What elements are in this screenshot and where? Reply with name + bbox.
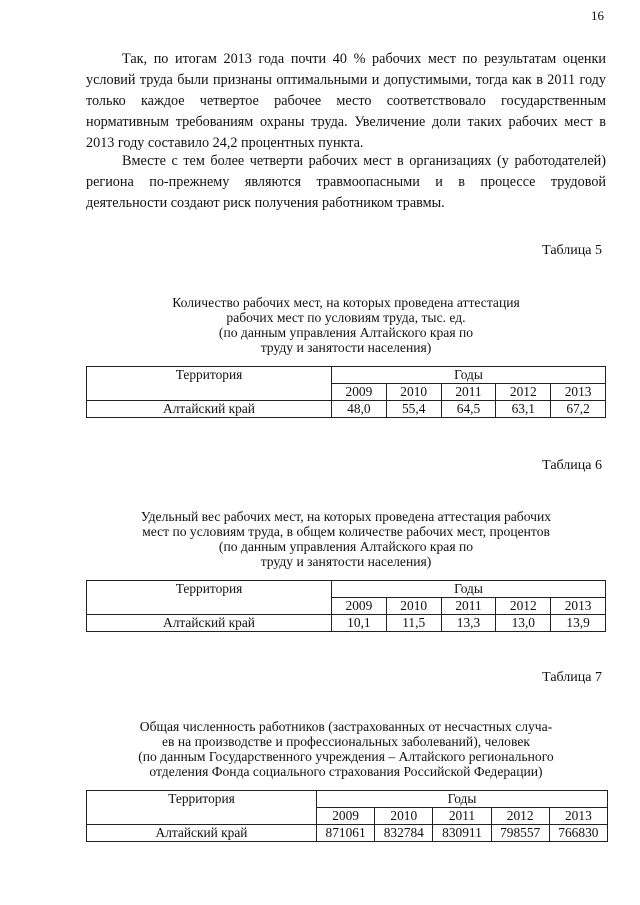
table-6-caption <box>86 509 606 569</box>
caption-line: труду и занятости населения) <box>260 340 432 355</box>
year-cell: 2009 <box>317 808 375 825</box>
paragraph-2: Вместе с тем более четверти рабочих мест в организациях (у работодателей) региона по-прежнему являются травмоопасными и в процессе трудовой деятельности создают риск получения работником травмы. <box>86 153 606 211</box>
caption-line: Общая численность работников (застрахованных от несчастных случа- <box>139 719 553 734</box>
year-cell: 2011 <box>433 808 491 825</box>
value-cell: 766830 <box>549 825 607 842</box>
page-number: 16 <box>591 8 604 23</box>
value-cell: 64,5 <box>441 401 496 418</box>
value-cell: 48,0 <box>332 401 387 418</box>
table-row <box>87 401 606 418</box>
territory-header: Территория <box>87 367 332 401</box>
table-6-label: Таблица 6 <box>542 458 602 473</box>
year-cell: 2009 <box>332 598 387 615</box>
year-cell: 2013 <box>551 598 606 615</box>
year-cell: 2012 <box>496 598 551 615</box>
caption-line: ев на производстве и профессиональных заболеваний), человек <box>162 734 530 749</box>
years-header: Годы <box>332 581 606 598</box>
year-cell: 2010 <box>386 384 441 401</box>
value-cell: 13,0 <box>496 615 551 632</box>
value-cell: 830911 <box>433 825 491 842</box>
year-cell: 2012 <box>491 808 549 825</box>
caption-line: (по данным управления Алтайского края по <box>218 539 474 554</box>
value-cell: 55,4 <box>386 401 441 418</box>
territory-header: Территория <box>87 791 317 825</box>
year-cell: 2013 <box>551 384 606 401</box>
table-7-label: Таблица 7 <box>542 670 602 685</box>
value-cell: 798557 <box>491 825 549 842</box>
value-cell: 13,9 <box>551 615 606 632</box>
value-cell: 10,1 <box>332 615 387 632</box>
caption-line: Удельный вес рабочих мест, на которых проведена аттестация рабочих <box>140 509 552 524</box>
year-cell: 2013 <box>549 808 607 825</box>
table-row <box>87 825 608 842</box>
value-cell: 871061 <box>317 825 375 842</box>
territory-header: Территория <box>87 581 332 615</box>
caption-line: труду и занятости населения) <box>260 554 432 569</box>
table-7 <box>86 790 608 842</box>
caption-line: мест по условиям труда, в общем количестве рабочих мест, процентов <box>142 524 550 539</box>
caption-line: (по данным Государственного учреждения – Алтайского регионального <box>138 749 554 764</box>
year-cell: 2009 <box>332 384 387 401</box>
value-cell: 832784 <box>375 825 433 842</box>
value-cell: 11,5 <box>386 615 441 632</box>
year-cell: 2010 <box>375 808 433 825</box>
table-5 <box>86 366 606 418</box>
value-cell: 13,3 <box>441 615 496 632</box>
year-cell: 2011 <box>441 384 496 401</box>
year-cell: 2011 <box>441 598 496 615</box>
caption-line: (по данным управления Алтайского края по <box>218 325 474 340</box>
caption-line: отделения Фонда социального страхования Российской Федерации) <box>149 764 543 779</box>
years-header: Годы <box>317 791 608 808</box>
table-5-label: Таблица 5 <box>542 243 602 258</box>
value-cell: 67,2 <box>551 401 606 418</box>
value-cell: 63,1 <box>496 401 551 418</box>
caption-line: Количество рабочих мест, на которых проведена аттестация <box>172 295 520 310</box>
paragraph-1: Так, по итогам 2013 года почти 40 % рабочих мест по результатам оценки условий труда были признаны оптимальными и допустимыми, тогда как в 2011 году только каждое четвертое рабочее место соответствовало государственным нормативным требованиям охраны труда. Увеличение доли таких рабочих мест в 2013 году составило 24,2 процентных пункта. <box>86 51 606 151</box>
row-name: Алтайский край <box>87 825 317 842</box>
table-6 <box>86 580 606 632</box>
year-cell: 2012 <box>496 384 551 401</box>
year-cell: 2010 <box>386 598 441 615</box>
row-name: Алтайский край <box>87 401 332 418</box>
row-name: Алтайский край <box>87 615 332 632</box>
table-5-caption <box>86 295 606 355</box>
table-7-caption <box>86 719 606 779</box>
table-row <box>87 615 606 632</box>
caption-line: рабочих мест по условиям труда, тыс. ед. <box>226 310 466 325</box>
years-header: Годы <box>332 367 606 384</box>
